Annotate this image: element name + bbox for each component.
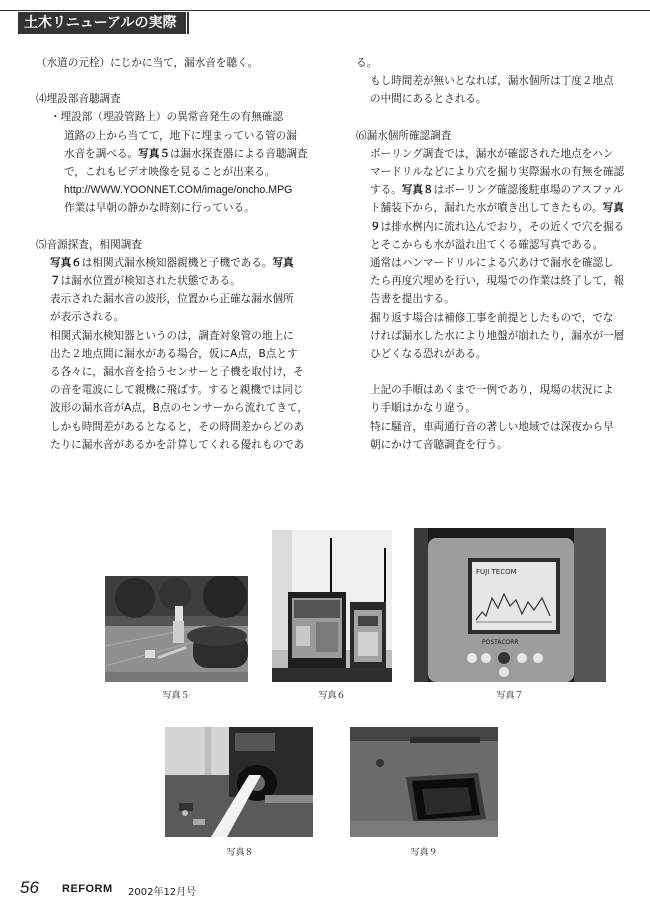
text-line: る。	[356, 57, 378, 69]
text-line: する。写真８はボーリング確認後駐車場のアスファル	[370, 184, 624, 197]
text-line: ひどくなる恐れがある。	[370, 348, 487, 361]
section-title: 土木リニューアルの実際	[18, 12, 186, 34]
photo-9	[350, 727, 498, 837]
text-line: マードリルなどにより穴を掘り実際漏水の有無を確認	[370, 166, 625, 179]
caption-photo-6: 写真６	[318, 691, 346, 701]
text-line: る各々に，漏水音を拾うセンサーと子機を取付け，そ	[50, 366, 304, 379]
text-line: 相関式漏水検知器というのは，調査対象管の地上に	[50, 329, 294, 342]
text-line: 出た２地点間に漏水がある場合，仮にA点，B点とす	[50, 347, 298, 360]
photo-8	[165, 727, 313, 837]
text-line: り手順はかなり違う。	[370, 402, 476, 415]
text-line: たりに漏水音があるかを計算してくれる優れものであ	[50, 438, 305, 451]
caption-photo-8: 写真８	[226, 848, 254, 858]
caption-photo-9: 写真９	[410, 848, 438, 858]
photo-7	[414, 528, 606, 682]
text-line: 道路の上から当てて，地下に埋まっている管の漏	[64, 129, 297, 142]
text-line: ト舗装下から，漏れた水が噴き出してきたもの。写真	[370, 202, 624, 215]
text-line: 水音を調べる。写真５は漏水探査器による音聴調査	[64, 147, 308, 160]
text-line: たら再度穴埋めを行い，現場での作業は終了して，報	[370, 275, 625, 288]
section-heading-5: ⑸音源探査，相関調査	[36, 238, 142, 251]
magazine-name: REFORM	[62, 883, 113, 895]
text-line: 上記の手順はあくまで一例であり，現場の状況によ	[370, 384, 614, 397]
device-model: POSTACORR	[482, 639, 519, 646]
text-line: 波形の漏水音がA点，B点のセンサーから流れてきて，	[50, 402, 308, 415]
bullet-item: ・埋設部（埋設管路上）の異常音発生の有無確認	[50, 111, 284, 124]
photo-6	[272, 530, 392, 682]
text-line: 写真６は相関式漏水検知器親機と子機である。写真	[50, 256, 294, 269]
right-column	[356, 54, 636, 454]
text-line: 特に騒音，車両通行音の著しい地域では深夜から早	[370, 420, 614, 433]
text-line: もし時間差が無いとなれば，漏水個所は丁度２地点	[370, 75, 614, 88]
section-heading-4: ⑷埋設部音聴調査	[36, 93, 121, 106]
section-heading-6: ⑹漏水個所確認調査	[356, 129, 452, 142]
text-line: 朝にかけて音聴調査を行う。	[370, 438, 508, 451]
page-number: 56	[20, 878, 39, 897]
text-line: しかも時間差があるとなると，その時間差からどのあ	[50, 420, 305, 433]
text-line: 告書を提出する。	[370, 293, 455, 306]
text-line: が表示される。	[50, 311, 125, 324]
text-line: の音を電波にして親機に飛ばす。すると親機では同じ	[50, 384, 304, 397]
photo-5	[105, 576, 248, 682]
text-line: 通常はハンマードリルによる穴あけで漏水を確認し	[370, 257, 614, 270]
text-line: の中間にあるとされる。	[370, 93, 487, 106]
issue-date: 2002年12月号	[128, 887, 197, 898]
text-line: ７は漏水位置が検知された状態である。	[50, 275, 241, 288]
left-column	[36, 54, 324, 454]
text-line: ければ漏水した水により地盤が崩れたり，漏水が一層	[370, 329, 625, 342]
text-line: ボーリング調査では，漏水が確認された地点をハン	[370, 147, 614, 160]
text-line: で，これもビデオ映像を見ることが出来る。	[64, 166, 276, 179]
text-line: 作業は早朝の静かな時刻に行っている。	[64, 202, 255, 215]
text-line: （水道の元栓）にじかに当て，漏水音を聴く。	[36, 57, 259, 69]
text-line: 表示された漏水音の波形，位置から正確な漏水個所	[50, 293, 294, 306]
video-url[interactable]: http://WWW.YOONNET.COM/image/oncho.MPG	[64, 184, 293, 197]
text-line: 掘り返す場合は補修工事を前提としたもので，でな	[370, 311, 614, 324]
text-line: とそこからも水が溢れ出てくる確認写真である。	[370, 238, 604, 251]
caption-photo-5: 写真５	[162, 691, 190, 701]
device-brand: FUJI TECOM	[476, 568, 517, 576]
text-line: ９は排水桝内に流れ込んでおり，その近くで穴を掘る	[370, 220, 625, 233]
caption-photo-7: 写真７	[496, 691, 524, 701]
header-rule	[0, 10, 650, 11]
